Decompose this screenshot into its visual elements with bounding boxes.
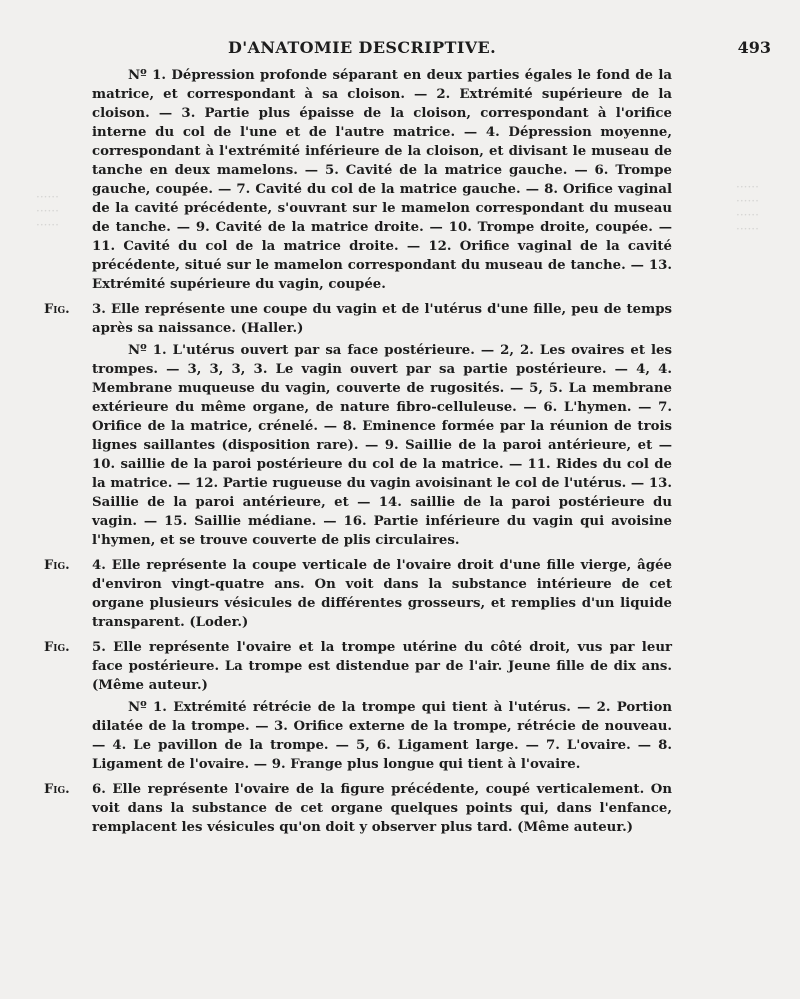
figure-6-text: 6. Elle représente l'ovaire de la figure précédente, coupé verticalement. On voit dans la substance de cet organe quelques points qui, dans l'enfance, remplacent les vésicules qu'on doit y observer plus tard. (Même auteur.) xyxy=(92,782,672,835)
figure-label: Fig. xyxy=(44,782,70,797)
running-title: D'ANATOMIE DESCRIPTIVE. xyxy=(228,38,497,57)
figure-label: Fig. xyxy=(44,302,70,317)
figure-5-caption xyxy=(44,638,672,695)
figure-5-text: 5. Elle représente l'ovaire et la trompe utérine du côté droit, vus par leur face postérieure. La trompe est distendue par de l'air. Jeune fille de dix ans. (Même auteur.) xyxy=(92,640,672,693)
figure-5-legend: Nº 1. Extrémité rétrécie de la trompe qui tient à l'utérus. — 2. Portion dilatée de la trompe. — 3. Orifice externe de la trompe, rétrécie de nouveau. — 4. Le pavillon de la trompe. — 5, 6. Ligament large. — 7. L'ovaire. — 8. Ligament de l'ovaire. — 9. Frange plus longue qui tient à l'ovaire. xyxy=(92,700,672,772)
figure-4-text: 4. Elle représente la coupe verticale de l'ovaire droit d'une fille vierge, âgée d'environ vingt-quatre ans. On voit dans la substance intérieure de cet organe plusieurs vésicules de différentes grosseurs, et remplies d'un liquide transparent. (Loder.) xyxy=(92,558,672,630)
figure-3-caption xyxy=(44,300,672,338)
bleed-through-left: ······ ······ ······ xyxy=(36,190,59,232)
figure-3-text: 3. Elle représente une coupe du vagin et de l'utérus d'une fille, peu de temps après sa naissance. (Haller.) xyxy=(92,302,672,336)
legend-block-1: Nº 1. Dépression profonde séparant en deux parties égales le fond de la matrice, et correspondant à sa cloison. — 2. Extrémité supérieure de la cloison. — 3. Partie plus épaisse de la cloison, correspondant à l'orifice interne du col de l'une et de l'autre matrice. — 4. Dépression moyenne, correspondant à l'extrémité inférieure de la cloison, et divisant le museau de tanche en deux mamelons. — 5. Cavité de la matrice gauche. — 6. Trompe gauche, coupée. — 7. Cavité du col de la matrice gauche. — 8. Orifice vaginal de la cavité précédente, s'ouvrant sur le mamelon correspondant du museau de tanche. — 9. Cavité de la matrice droite. — 10. Trompe droite, coupée. — 11. Cavité du col de la matrice droite. — 12. Orifice vaginal de la cavité précédente, situé sur le mamelon correspondant du museau de tanche. — 13. Extrémité supérieure du vagin, coupée. xyxy=(92,68,672,292)
figure-label: Fig. xyxy=(44,640,70,655)
body-text xyxy=(44,66,672,837)
figure-6-caption xyxy=(44,780,672,837)
running-header xyxy=(0,38,800,60)
figure-label: Fig. xyxy=(44,558,70,573)
figure-3-legend: Nº 1. L'utérus ouvert par sa face postérieure. — 2, 2. Les ovaires et les trompes. — 3, 3, 3, 3. Le vagin ouvert par sa partie postérieure. — 4, 4. Membrane muqueuse du vagin, couverte de rugosités. — 5, 5. La membrane extérieure du même organe, de nature fibro-celluleuse. — 6. L'hymen. — 7. Orifice de la matrice, crénelé. — 8. Eminence formée par la réunion de trois lignes saillantes (disposition rare). — 9. Saillie de la paroi antérieure, et — 10. saillie de la paroi postérieure du col de la matrice. — 11. Rides du col de la matrice. — 12. Partie rugueuse du vagin avoisinant le col de l'utérus. — 13. Saillie de la paroi antérieure, et — 14. saillie de la paroi postérieure du vagin. — 15. Saillie médiane. — 16. Partie inférieure du vagin qui avoisine l'hymen, et se trouve couverte de plis circulaires. xyxy=(92,343,672,548)
figure-4-caption xyxy=(44,556,672,632)
bleed-through-right: ······ ······ ······ ······ xyxy=(736,180,759,236)
page-number: 493 xyxy=(737,38,771,57)
